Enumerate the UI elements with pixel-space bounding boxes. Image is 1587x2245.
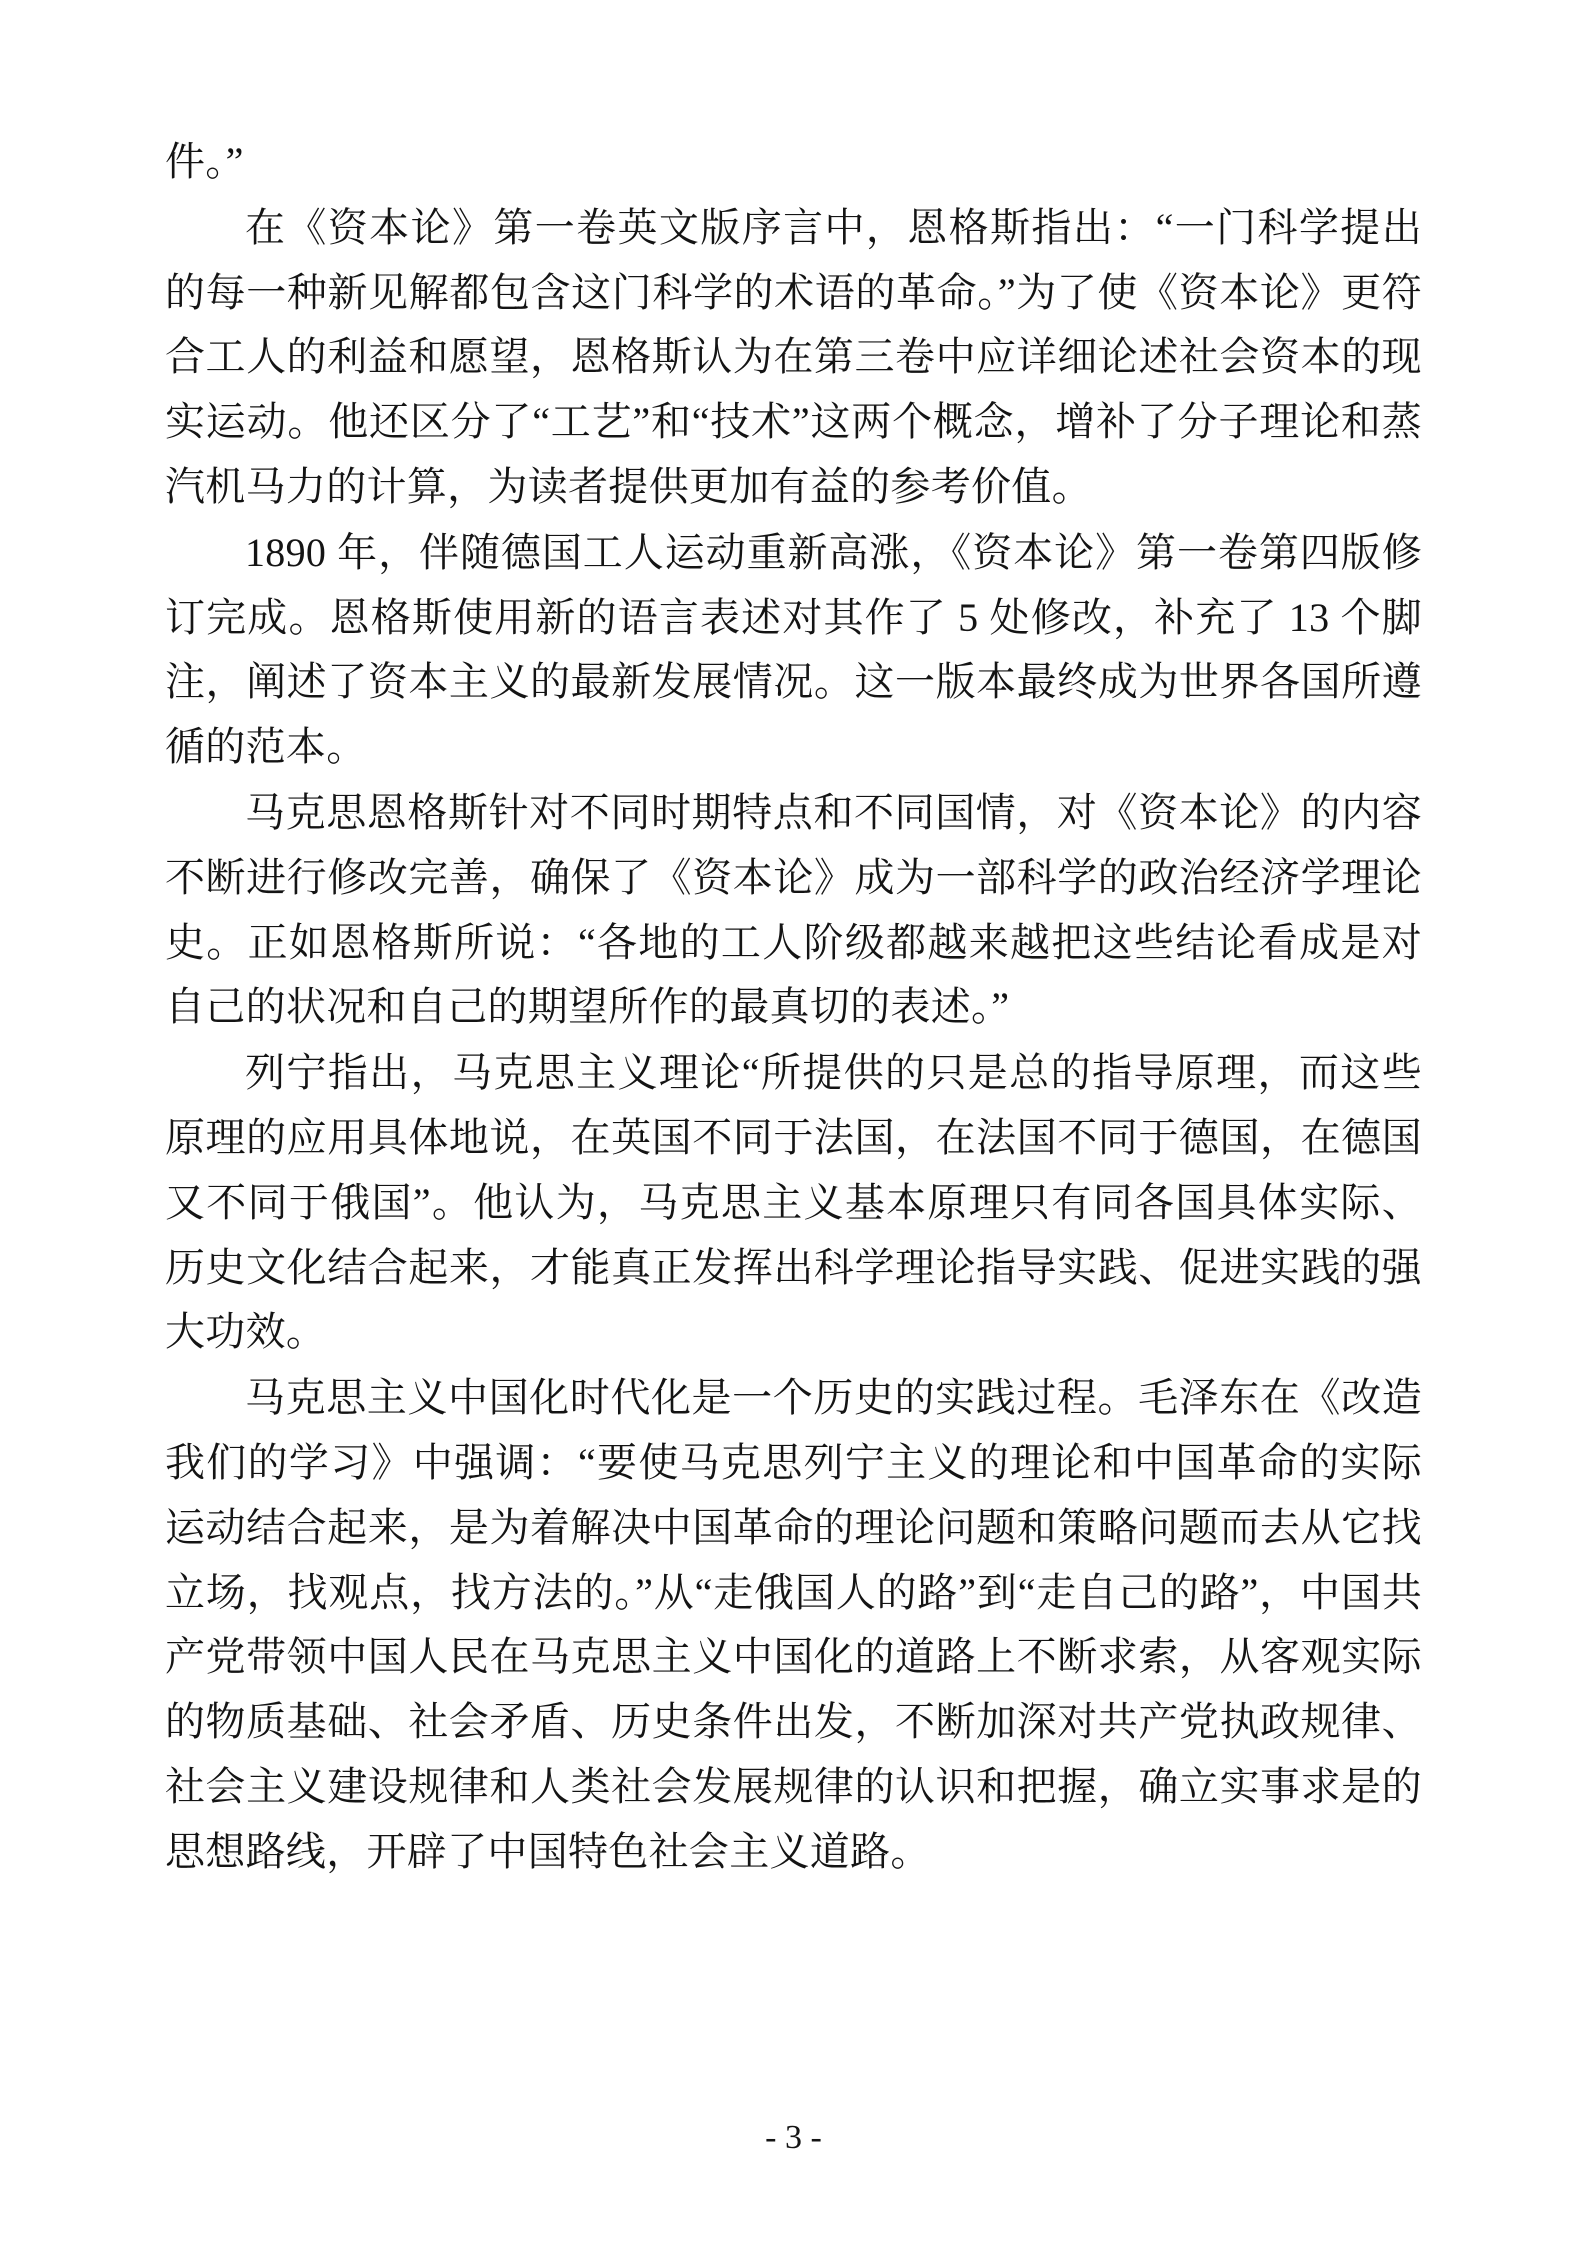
paragraph: 在《资本论》第一卷英文版序言中，恩格斯指出：“一门科学提出的每一种新见解都包含这门科学的术语的革命。”为了使《资本论》更符合工人的利益和愿望，恩格斯认为在第三卷中应详细论述社会资本的现实运动。他还区分了“工艺”和“技术”这两个概念，增补了分子理论和蒸汽机马力的计算，为读者提供更加有益的参考价值。 (165, 204, 1422, 509)
paragraph: 马克思恩格斯针对不同时期特点和不同国情，对《资本论》的内容不断进行修改完善，确保了《资本论》成为一部科学的政治经济学理论史。正如恩格斯所说：“各地的工人阶级都越来越把这些结论看成是对自己的状况和自己的期望所作的最真切的表述。” (165, 789, 1422, 1030)
paragraph: 马克思主义中国化时代化是一个历史的实践过程。毛泽东在《改造我们的学习》中强调：“要使马克思列宁主义的理论和中国革命的实际运动结合起来，是为着解决中国革命的理论问题和策略问题而去从它找立场，找观点，找方法的。”从“走俄国人的路”到“走自己的路”，中国共产党带领中国人民在马克思主义中国化的道路上不断求索，从客观实际的物质基础、社会矛盾、历史条件出发，不断加深对共产党执政规律、社会主义建设规律和人类社会发展规律的认识和把握，确立实事求是的思想路线，开辟了中国特色社会主义道路。 (165, 1375, 1422, 1874)
paragraph: 1890 年，伴随德国工人运动重新高涨，《资本论》第一卷第四版修订完成。恩格斯使用新的语言表述对其作了 5 处修改，补充了 13 个脚注，阐述了资本主义的最新发展情况。这一版本最终成为世界各国所遵循的范本。 (165, 529, 1422, 770)
page-number: - 3 - (765, 2119, 822, 2156)
paragraph: 件。” (165, 139, 244, 184)
page-body (165, 130, 1422, 1885)
paragraph: 列宁指出，马克思主义理论“所提供的只是总的指导原理，而这些原理的应用具体地说，在英国不同于法国，在法国不同于德国，在德国又不同于俄国”。他认为，马克思主义基本原理只有同各国具体实际、历史文化结合起来，才能真正发挥出科学理论指导实践、促进实践的强大功效。 (165, 1050, 1422, 1355)
